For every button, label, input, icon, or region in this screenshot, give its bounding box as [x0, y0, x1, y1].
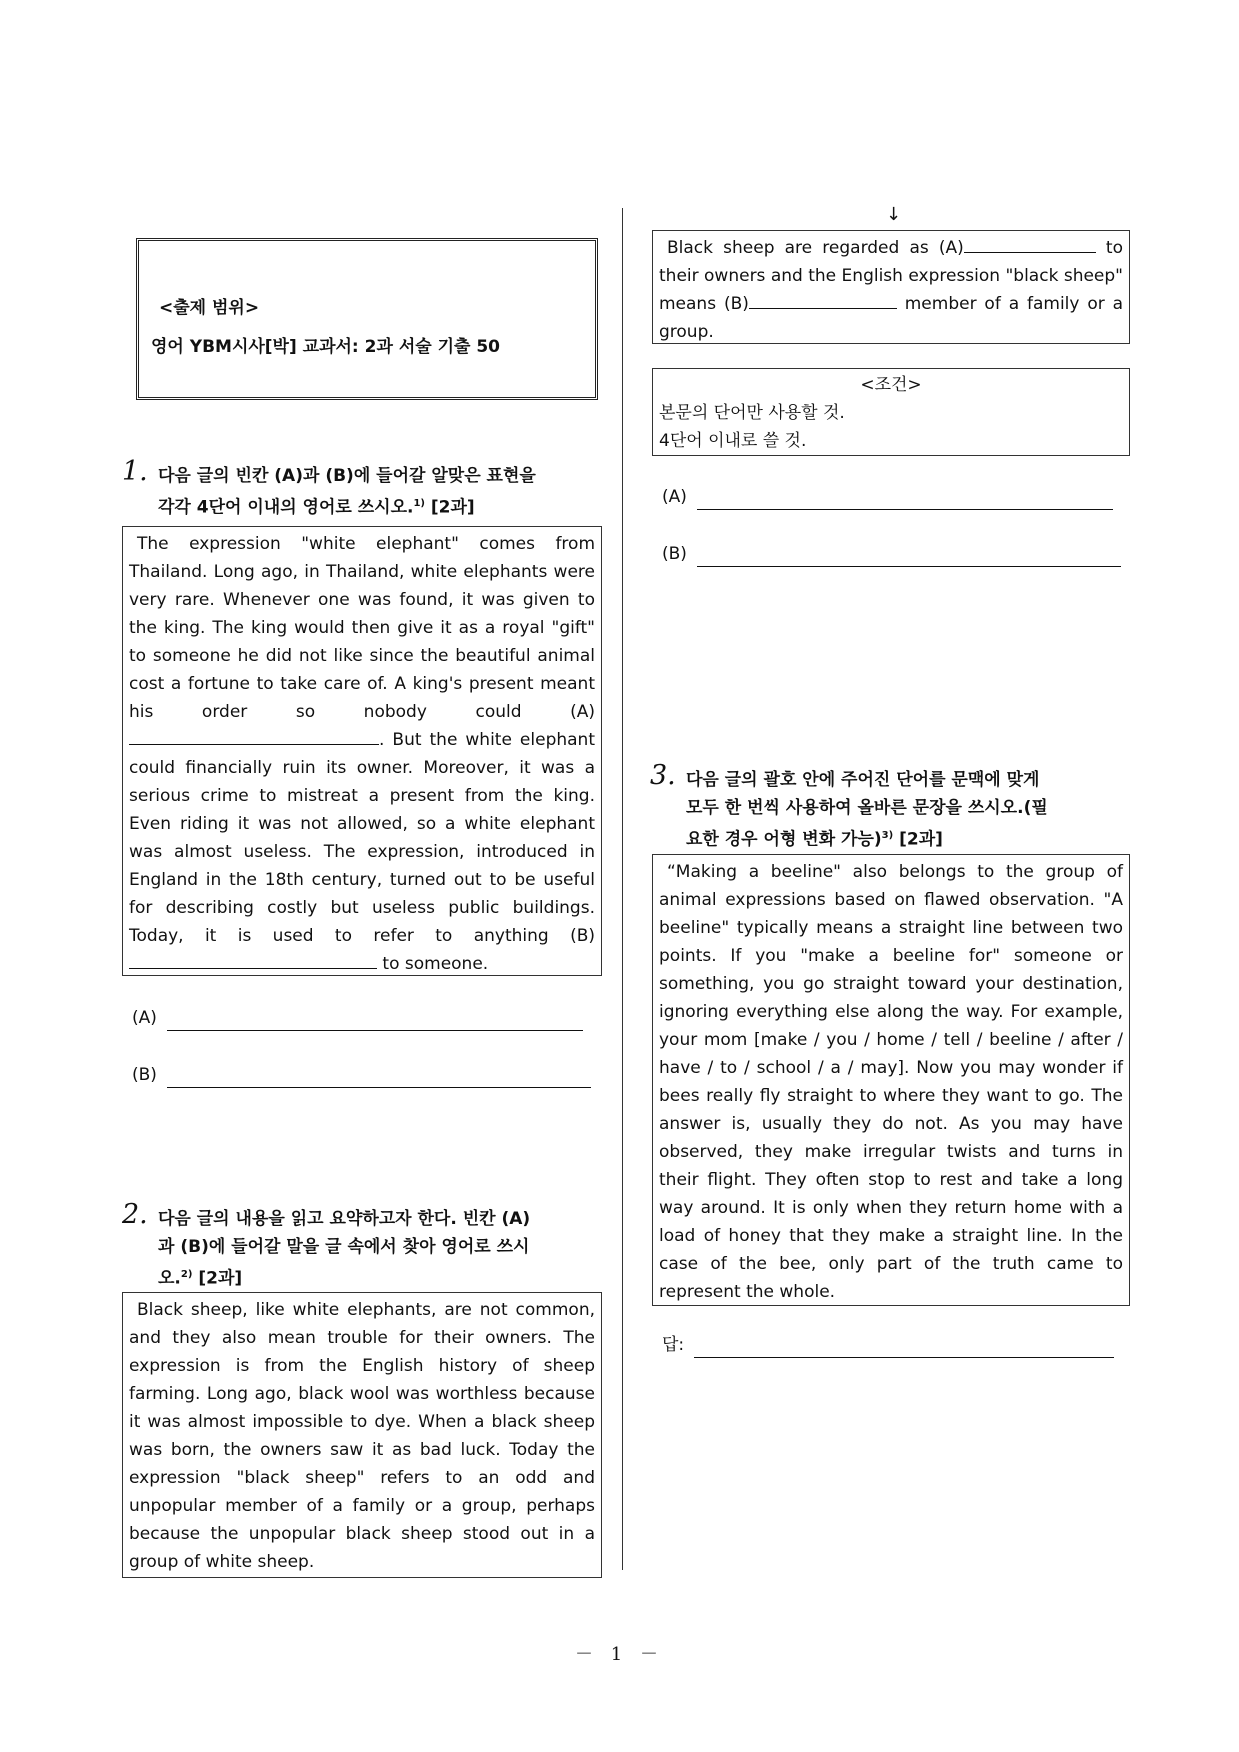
- q1-passage-post: to someone.: [377, 954, 489, 974]
- q3-tag: [2과]: [899, 829, 943, 850]
- q3-passage-text: “Making a beeline" also belongs to the group of animal expressions based on flawed observation. "A beeline" typically means a straight line between two points. If you "make a beeline for" someone or something, you go straight toward your destination, ignoring everything else along the way. For example, your mom [make / you / home / tell / beeline / after / have / to / school / a / may]. Now you may wonder if bees really fly straight to where they want to go. The answer is, usually they do not. As you may have observed, they make irregular twists and turns in their flight. They often stop to rest and take a long way around. It is only when they return home with a load of honey that they make a straight line. In the case of the bee, only part of the truth came to represent the whole.: [659, 862, 1123, 1302]
- q3-footnote: 3): [881, 830, 894, 841]
- q2-answer-b-line[interactable]: [697, 566, 1121, 567]
- q1-blank-a: [129, 726, 379, 745]
- q1-passage-pre: The expression "white elephant" comes from Thailand. Long ago, in Thailand, white elephants were very rare. Whenever one was found, it was given to the king. The king would then give it as a royal "gift" to someone he did not like since the beautiful animal cost a fortune to take care of. A king's present meant his order so nobody could (A): [129, 534, 595, 722]
- q3-answer-label: 답:: [662, 1335, 685, 1355]
- q2-answer-a-line[interactable]: [697, 509, 1113, 510]
- q2-summary-post: member of a family or a group.: [659, 294, 1123, 342]
- q2-answer-b: [662, 541, 1121, 567]
- column-divider: [622, 208, 623, 1570]
- q3-answer: [662, 1332, 1114, 1358]
- q3-number: 3.: [650, 760, 676, 791]
- q1-line2: 각각 4단어 이내의 영어로 쓰시오.: [158, 497, 414, 518]
- q2-line1: 다음 글의 내용을 읽고 요약하고자 한다. 빈칸 (A): [158, 1209, 531, 1229]
- q1-answer-a-label: (A): [132, 1008, 157, 1028]
- q2-summary-blank-a: [964, 234, 1096, 253]
- q1-answer-b-line[interactable]: [167, 1087, 591, 1088]
- q3-line1: 다음 글의 괄호 안에 주어진 단어를 문맥에 맞게: [686, 770, 1040, 790]
- q1-answer-a-line[interactable]: [167, 1030, 583, 1031]
- q2-summary-pre: Black sheep are regarded as (A): [667, 238, 964, 258]
- q1-blank-b: [129, 950, 377, 969]
- q2-answer-a-label: (A): [662, 487, 687, 507]
- page-number: － 1 －: [575, 1644, 664, 1665]
- q3-line3: 요한 경우 어형 변화 가능): [686, 829, 882, 850]
- q2-condition-2: 4단어 이내로 쓸 것.: [659, 431, 807, 451]
- q2-summary-mid: to their owners and the English expression "black sheep" means (B): [659, 238, 1123, 314]
- q2-conditions-title: <조건>: [860, 375, 922, 395]
- q2-heading: [122, 1199, 602, 1291]
- q2-line3: 오.: [158, 1268, 181, 1289]
- q1-footnote: 1): [413, 498, 425, 509]
- q1-answer-b: [132, 1062, 591, 1088]
- scope-box: [136, 238, 598, 400]
- q1-answer-b-label: (B): [132, 1065, 157, 1085]
- q2-summary-blank-b: [749, 290, 897, 309]
- q1-tag: [2과]: [430, 497, 475, 518]
- q2-line2: 과 (B)에 들어갈 말을 글 속에서 찾아 영어로 쓰시: [158, 1237, 530, 1257]
- q1-passage-mid: . But the white elephant could financially ruin its owner. Moreover, it was a serious crime to mistreat a present from the king. Even riding it was not allowed, so a white elephant was almost useless. The expression, introduced in England in the 18th century, turned out to be useful for describing costly but useless public buildings. Today, it is used to refer to anything (B): [129, 730, 595, 946]
- q3-answer-line[interactable]: [694, 1357, 1114, 1358]
- q2-condition-1: 본문의 단어만 사용할 것.: [659, 403, 845, 423]
- q1-number: 1.: [122, 456, 148, 487]
- q2-summary-box: [652, 230, 1130, 344]
- q1-answer-a: [132, 1005, 583, 1031]
- q2-number: 2.: [122, 1199, 148, 1230]
- q3-line2: 모두 한 번씩 사용하여 올바른 문장을 쓰시오.(필: [686, 798, 1048, 818]
- q2-conditions-box: [652, 368, 1130, 456]
- q1-line1: 다음 글의 빈칸 (A)과 (B)에 들어갈 알맞은 표현을: [158, 466, 536, 486]
- q3-passage: [652, 854, 1130, 1306]
- q2-passage-text: Black sheep, like white elephants, are not common, and they also mean trouble for their owners. The expression is from the English history of sheep farming. Long ago, black wool was worthless because it was almost impossible to dye. When a black sheep was born, the owners saw it as bad luck. Today the expression "black sheep" refers to an odd and unpopular member of a family or a group, perhaps because the unpopular black sheep stood out in a group of white sheep.: [129, 1300, 595, 1572]
- q2-footnote: 2): [180, 1269, 193, 1280]
- scope-subtitle: 영어 YBM시사[박] 교과서: 2과 서술 기출 50: [151, 337, 501, 357]
- q2-answer-b-label: (B): [662, 544, 687, 564]
- down-arrow-icon: ↓: [886, 204, 902, 225]
- q2-answer-a: [662, 484, 1113, 510]
- q3-heading: [650, 760, 1130, 852]
- q1-passage: [122, 526, 602, 976]
- q2-passage: [122, 1292, 602, 1578]
- q2-tag: [2과]: [198, 1268, 243, 1289]
- q1-heading: [122, 456, 602, 522]
- scope-title: <출제 범위>: [159, 298, 260, 318]
